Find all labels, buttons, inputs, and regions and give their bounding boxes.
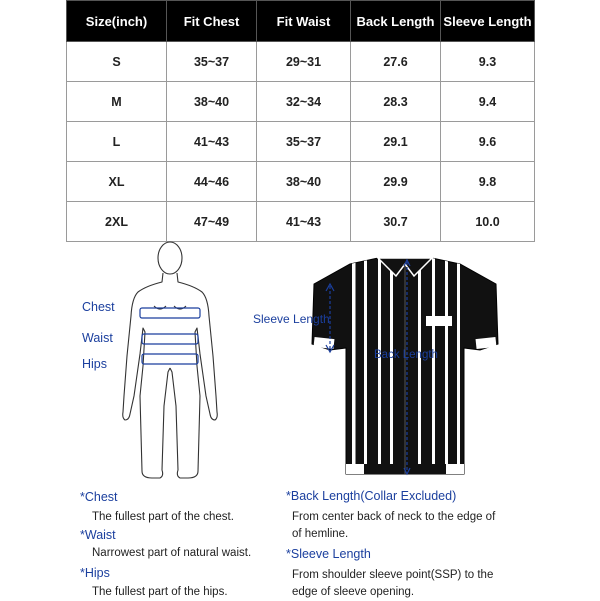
header-fit-waist: Fit Waist — [257, 1, 351, 42]
definition-back-length-line1: From center back of neck to the edge of — [292, 511, 496, 523]
definition-waist-title: *Waist — [80, 528, 116, 542]
cell-back-length: 27.6 — [351, 42, 441, 82]
cell-size: S — [67, 42, 167, 82]
definition-chest-title: *Chest — [80, 490, 118, 504]
header-sleeve-length: Sleeve Length — [441, 1, 535, 42]
header-back-length: Back Length — [351, 1, 441, 42]
definition-sleeve-length-line1: From shoulder sleeve point(SSP) to the — [292, 569, 494, 581]
cell-back-length: 29.9 — [351, 162, 441, 202]
human-body-outline-icon — [110, 236, 230, 481]
header-fit-chest: Fit Chest — [167, 1, 257, 42]
label-hips: Hips — [82, 357, 108, 371]
table-header-row — [67, 1, 535, 42]
definition-back-length-title: *Back Length(Collar Excluded) — [286, 489, 457, 503]
definition-sleeve-length-title: *Sleeve Length — [286, 547, 371, 561]
label-waist: Waist — [82, 331, 113, 345]
cell-size: 2XL — [67, 202, 167, 242]
cell-back-length: 30.7 — [351, 202, 441, 242]
table-row — [67, 122, 535, 162]
definition-waist-text: Narrowest part of natural waist. — [92, 547, 252, 559]
cell-waist: 38~40 — [257, 162, 351, 202]
cell-waist: 32~34 — [257, 82, 351, 122]
cell-back-length: 28.3 — [351, 82, 441, 122]
definition-chest-text: The fullest part of the chest. — [92, 511, 234, 523]
cell-chest: 35~37 — [167, 42, 257, 82]
cell-chest: 47~49 — [167, 202, 257, 242]
size-chart-table — [66, 0, 535, 242]
cell-sleeve-length: 9.6 — [441, 122, 535, 162]
cell-back-length: 29.1 — [351, 122, 441, 162]
cell-size: L — [67, 122, 167, 162]
definition-hips-text: The fullest part of the hips. — [92, 586, 228, 598]
table-row — [67, 82, 535, 122]
table-row — [67, 42, 535, 82]
cell-sleeve-length: 9.3 — [441, 42, 535, 82]
cell-chest: 41~43 — [167, 122, 257, 162]
cell-waist: 29~31 — [257, 42, 351, 82]
definition-hips-title: *Hips — [80, 566, 110, 580]
header-size: Size(inch) — [67, 1, 167, 42]
cell-sleeve-length: 9.8 — [441, 162, 535, 202]
cell-waist: 41~43 — [257, 202, 351, 242]
cell-size: XL — [67, 162, 167, 202]
table-row — [67, 162, 535, 202]
label-back-length: Back Length — [374, 349, 438, 361]
label-sleeve-length: Sleeve Length — [253, 312, 330, 326]
label-chest: Chest — [82, 300, 115, 314]
cell-chest: 38~40 — [167, 82, 257, 122]
cell-sleeve-length: 9.4 — [441, 82, 535, 122]
cell-waist: 35~37 — [257, 122, 351, 162]
cell-sleeve-length: 10.0 — [441, 202, 535, 242]
cell-chest: 44~46 — [167, 162, 257, 202]
cell-size: M — [67, 82, 167, 122]
definition-back-length-line2: of hemline. — [292, 528, 349, 540]
definition-sleeve-length-line2: edge of sleeve opening. — [292, 586, 415, 598]
